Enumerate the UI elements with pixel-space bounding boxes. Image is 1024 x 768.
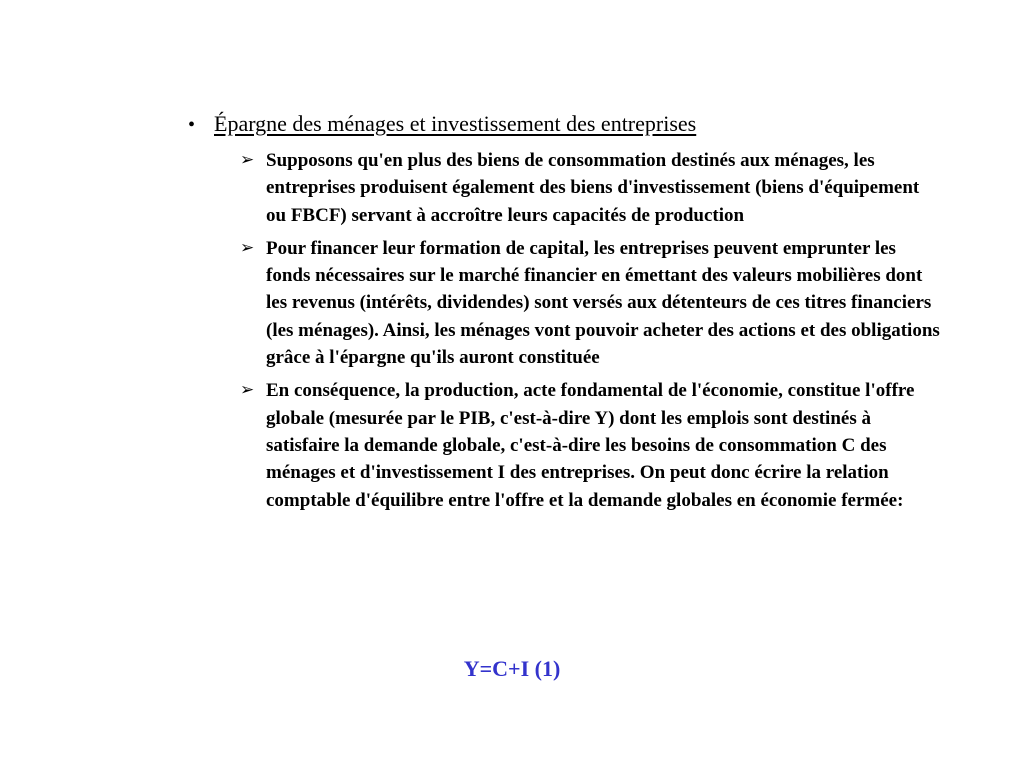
arrow-bullet-icon: ➢ <box>240 237 255 258</box>
list-item <box>240 377 940 513</box>
list-item <box>240 147 940 229</box>
list-item-text: Pour financer leur formation de capital, les entreprises peuvent emprunter les fonds nécessaires sur le marché financier en émettant des valeurs mobilières dont les revenus (intérêts, dividendes) sont versés aux détenteurs de ces titres financiers (les ménages). Ainsi, les ménages vont pouvoir acheter des actions et des obligations grâce à l'épargne qu'ils auront constituée <box>266 237 940 369</box>
list-item <box>240 235 940 371</box>
equation: Y=C+I (1) <box>463 656 561 681</box>
heading-row <box>188 110 948 138</box>
arrow-bullet-icon: ➢ <box>240 150 255 170</box>
slide-heading: Épargne des ménages et investissement des entreprises <box>214 111 697 136</box>
arrow-bullet-icon: ➢ <box>240 380 255 401</box>
bullet-dot-icon: • <box>188 114 196 136</box>
list-item-text: Supposons qu'en plus des biens de consommation destinés aux ménages, les entreprises produisent également des biens d'investissement (biens d'équipement ou FBCF) servant à accroître leurs capacités de production <box>266 150 920 226</box>
list-item-text: En conséquence, la production, acte fondamental de l'économie, constitue l'offre globale (mesurée par le PIB, c'est-à-dire Y) dont les emplois sont destinés à satisfaire la demande globale, c'est-à-dire les besoins de consommation C des ménages et d'investissement I des entreprises. On peut donc écrire la relation comptable d'équilibre entre l'offre et la demande globales en économie fermée: <box>266 380 915 511</box>
sub-bullet-list <box>240 147 940 520</box>
